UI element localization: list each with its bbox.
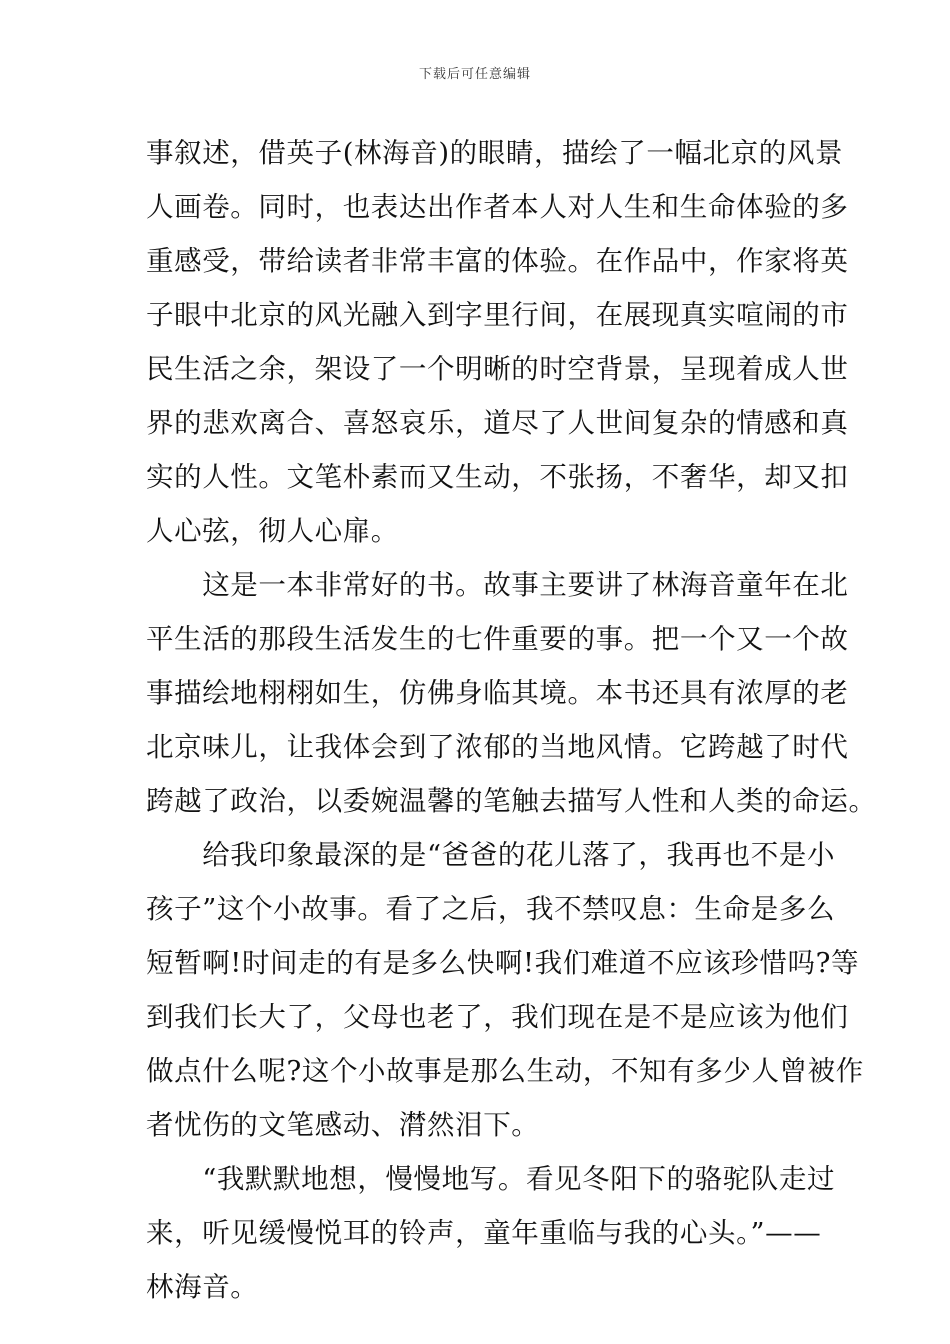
text-line: 人画卷。同时，也表达出作者本人对人生和生命体验的多 bbox=[146, 191, 849, 223]
text-line: 北京味儿，让我体会到了浓郁的当地风情。它跨越了时代 bbox=[146, 731, 849, 763]
text-line: 事叙述，借英子(林海音)的眼睛，描绘了一幅北京的风景 bbox=[146, 137, 844, 169]
document-body bbox=[146, 126, 877, 1314]
text-line: 跨越了政治，以委婉温馨的笔触去描写人性和人类的命运。 bbox=[146, 785, 877, 817]
text-line: 这是一本非常好的书。故事主要讲了林海音童年在北 bbox=[146, 569, 849, 601]
text-line: 来，听见缓慢悦耳的铃声，童年重临与我的心头。”—— bbox=[146, 1217, 822, 1249]
text-line: 者忧伤的文笔感动、潸然泪下。 bbox=[146, 1109, 540, 1141]
text-line: 做点什么呢?这个小故事是那么生动，不知有多少人曾被作 bbox=[146, 1055, 864, 1087]
text-line: 实的人性。文笔朴素而又生动，不张扬，不奢华，却又扣 bbox=[146, 461, 849, 493]
paragraph-1 bbox=[146, 126, 849, 558]
text-line: 子眼中北京的风光融入到字里行间，在展现真实喧闹的市 bbox=[146, 299, 849, 331]
page-header: 下载后可任意编辑 bbox=[418, 67, 531, 82]
text-line: 平生活的那段生活发生的七件重要的事。把一个又一个故 bbox=[146, 623, 849, 655]
text-line: 人心弦，彻人心扉。 bbox=[146, 515, 399, 547]
text-line: 给我印象最深的是“爸爸的花儿落了，我再也不是小 bbox=[146, 839, 836, 871]
paragraph-2 bbox=[146, 558, 877, 828]
text-line: 到我们长大了，父母也老了，我们现在是不是应该为他们 bbox=[146, 1001, 849, 1033]
paragraph-4 bbox=[146, 1152, 836, 1314]
text-line: 孩子”这个小故事。看了之后，我不禁叹息：生命是多么 bbox=[146, 893, 836, 925]
text-line: 林海音。 bbox=[146, 1271, 259, 1303]
paragraph-3 bbox=[146, 828, 864, 1152]
text-line: 民生活之余，架设了一个明晰的时空背景，呈现着成人世 bbox=[146, 353, 849, 385]
text-line: 重感受，带给读者非常丰富的体验。在作品中，作家将英 bbox=[146, 245, 849, 277]
text-line: 短暂啊!时间走的有是多么快啊!我们难道不应该珍惜吗?等 bbox=[146, 947, 860, 979]
text-line: “我默默地想，慢慢地写。看见冬阳下的骆驼队走过 bbox=[146, 1163, 836, 1195]
text-line: 事描绘地栩栩如生，仿佛身临其境。本书还具有浓厚的老 bbox=[146, 677, 849, 709]
text-line: 界的悲欢离合、喜怒哀乐，道尽了人世间复杂的情感和真 bbox=[146, 407, 849, 439]
